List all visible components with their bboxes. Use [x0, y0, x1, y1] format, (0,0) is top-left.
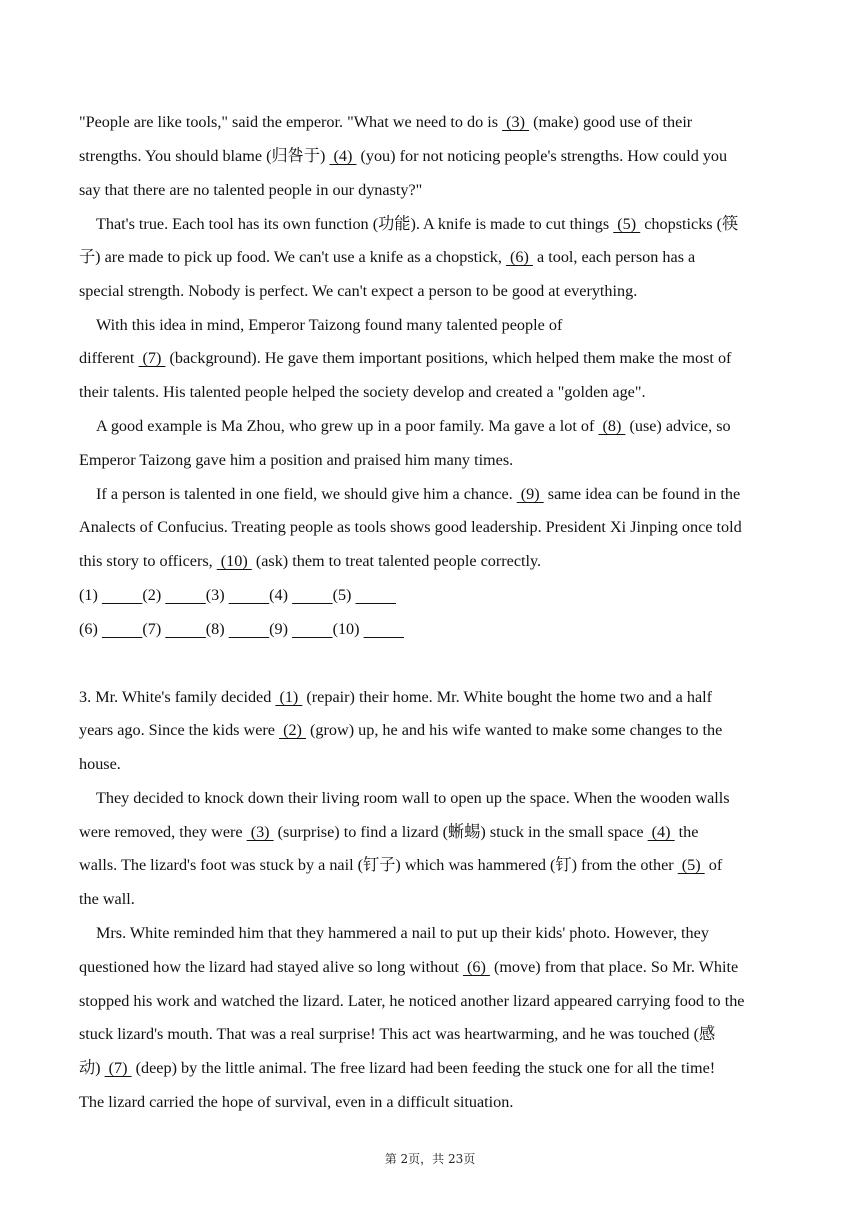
text-segment: walls. The lizard's foot was stuck by a nail (钉子) which was hammered (钉) from the other: [79, 856, 678, 874]
fill-in-blank: [364, 620, 404, 638]
text-line: [96, 788, 730, 808]
text-segment: (make) good use of their: [529, 113, 693, 131]
fill-in-blank: (3): [246, 823, 274, 841]
text-segment: the wall.: [79, 890, 135, 908]
text-segment: (10): [332, 620, 364, 638]
text-segment: (repair) their home. Mr. White bought the home two and a half: [302, 688, 713, 706]
text-segment: 子) are made to pick up food. We can't use a knife as a chopstick,: [79, 248, 506, 266]
page-footer: 第 2页，共 23页: [384, 1152, 476, 1166]
text-segment: (7): [142, 620, 166, 638]
text-segment: special strength. Nobody is perfect. We can't expect a person to be good at everything.: [79, 282, 638, 300]
fill-in-blank: [292, 586, 332, 604]
fill-in-blank: (5): [613, 215, 641, 233]
text-line: [79, 112, 692, 132]
text-line: [79, 957, 738, 977]
fill-in-blank: [355, 586, 395, 604]
text-segment: (4): [269, 586, 293, 604]
text-segment: years ago. Since the kids were: [79, 721, 280, 739]
text-line: [79, 822, 698, 842]
text-line: [79, 754, 121, 774]
answer-blanks-row: [79, 585, 396, 605]
fill-in-blank: [102, 620, 142, 638]
fill-in-blank: [165, 586, 205, 604]
text-segment: With this idea in mind, Emperor Taizong found many talented people of: [96, 316, 563, 334]
text-line: [79, 1058, 715, 1078]
text-segment: stuck lizard's mouth. That was a real surprise! This act was heartwarming, and he was touched (感: [79, 1025, 716, 1043]
fill-in-blank: [229, 586, 269, 604]
text-segment: house.: [79, 755, 121, 773]
question-3-first-line: [79, 687, 712, 707]
text-line: [79, 180, 422, 200]
text-segment: a tool, each person has a: [532, 248, 696, 266]
text-segment: (2): [142, 586, 166, 604]
text-segment: (background). He gave them important positions, which helped them make the most of: [165, 349, 732, 367]
text-segment: (you) for not noticing people's strengths. How could you: [356, 147, 728, 165]
text-line: [79, 889, 135, 909]
text-segment: (6): [79, 620, 102, 638]
fill-in-blank: (7): [104, 1059, 132, 1077]
text-segment: 动): [79, 1059, 105, 1077]
text-segment: 3. Mr. White's family decided: [79, 688, 276, 706]
fill-in-blank: (9): [516, 485, 544, 503]
text-segment: The lizard carried the hope of survival, even in a difficult situation.: [79, 1093, 514, 1111]
fill-in-blank: (10): [216, 552, 252, 570]
text-segment: (5): [332, 586, 356, 604]
text-segment: (grow) up, he and his wife wanted to make some changes to the: [306, 721, 723, 739]
text-segment: Emperor Taizong gave him a position and praised him many times.: [79, 451, 514, 469]
text-line: [79, 991, 744, 1011]
text-line: [79, 517, 742, 537]
text-segment: different: [79, 349, 139, 367]
fill-in-blank: [165, 620, 205, 638]
answer-blanks-row: [79, 619, 404, 639]
text-line: [79, 855, 722, 875]
fill-in-blank: (2): [279, 721, 306, 739]
fill-in-blank: (5): [677, 856, 705, 874]
text-segment: (move) from that place. So Mr. White: [489, 958, 739, 976]
text-line: [79, 720, 722, 740]
text-segment: That's true. Each tool has its own function (功能). A knife is made to cut things: [96, 215, 614, 233]
fill-in-blank: (7): [138, 349, 166, 367]
text-line: [79, 1092, 513, 1112]
text-segment: Mrs. White reminded him that they hammered a nail to put up their kids' photo. However, they: [96, 924, 709, 942]
text-line: [96, 416, 731, 436]
fill-in-blank: (4): [647, 823, 675, 841]
text-line: [79, 247, 695, 267]
text-segment: strengths. You should blame (归咎于): [79, 147, 330, 165]
text-segment: (ask) them to treat talented people correctly.: [251, 552, 542, 570]
fill-in-blank: [102, 586, 142, 604]
text-segment: their talents. His talented people helped the society develop and created a "golden age".: [79, 383, 646, 401]
text-line: [79, 450, 513, 470]
text-segment: (deep) by the little animal. The free lizard had been feeding the stuck one for all the time!: [131, 1059, 716, 1077]
fill-in-blank: (6): [506, 248, 533, 266]
fill-in-blank: [292, 620, 332, 638]
fill-in-blank: (6): [462, 958, 490, 976]
text-line: [79, 348, 731, 368]
text-line: [79, 551, 541, 571]
text-line: [79, 281, 637, 301]
fill-in-blank: [229, 620, 269, 638]
text-line: [79, 1024, 715, 1044]
text-segment: (1): [79, 586, 102, 604]
text-segment: (surprise) to find a lizard (蜥蜴) stuck in the small space: [273, 823, 648, 841]
text-segment: stopped his work and watched the lizard. Later, he noticed another lizard appeared carrying food to the: [79, 992, 745, 1010]
text-segment: "People are like tools," said the emperor. "What we need to do is: [79, 113, 503, 131]
text-line: [96, 315, 562, 335]
text-segment: (9): [269, 620, 293, 638]
text-line: [79, 382, 646, 402]
text-line: [96, 484, 740, 504]
text-segment: (8): [205, 620, 229, 638]
text-segment: the: [674, 823, 699, 841]
text-segment: (use) advice, so: [625, 417, 731, 435]
fill-in-blank: (3): [502, 113, 530, 131]
text-segment: They decided to knock down their living room wall to open up the space. When the wooden walls: [96, 789, 730, 807]
text-segment: say that there are no talented people in our dynasty?": [79, 181, 423, 199]
fill-in-blank: (4): [329, 147, 357, 165]
text-line: [96, 923, 709, 943]
text-segment: of: [704, 856, 723, 874]
fill-in-blank: (8): [598, 417, 626, 435]
text-segment: same idea can be found in the: [543, 485, 741, 503]
text-segment: chopsticks (筷: [640, 215, 739, 233]
text-line: [79, 146, 727, 166]
text-segment: were removed, they were: [79, 823, 247, 841]
text-line: [96, 214, 738, 234]
text-segment: If a person is talented in one field, we should give him a chance.: [96, 485, 517, 503]
fill-in-blank: (1): [275, 688, 303, 706]
text-segment: A good example is Ma Zhou, who grew up in a poor family. Ma gave a lot of: [96, 417, 599, 435]
text-segment: Analects of Confucius. Treating people as tools shows good leadership. President Xi Jinping once told: [79, 518, 742, 536]
text-segment: questioned how the lizard had stayed alive so long without: [79, 958, 463, 976]
text-segment: (3): [205, 586, 229, 604]
text-segment: this story to officers,: [79, 552, 217, 570]
